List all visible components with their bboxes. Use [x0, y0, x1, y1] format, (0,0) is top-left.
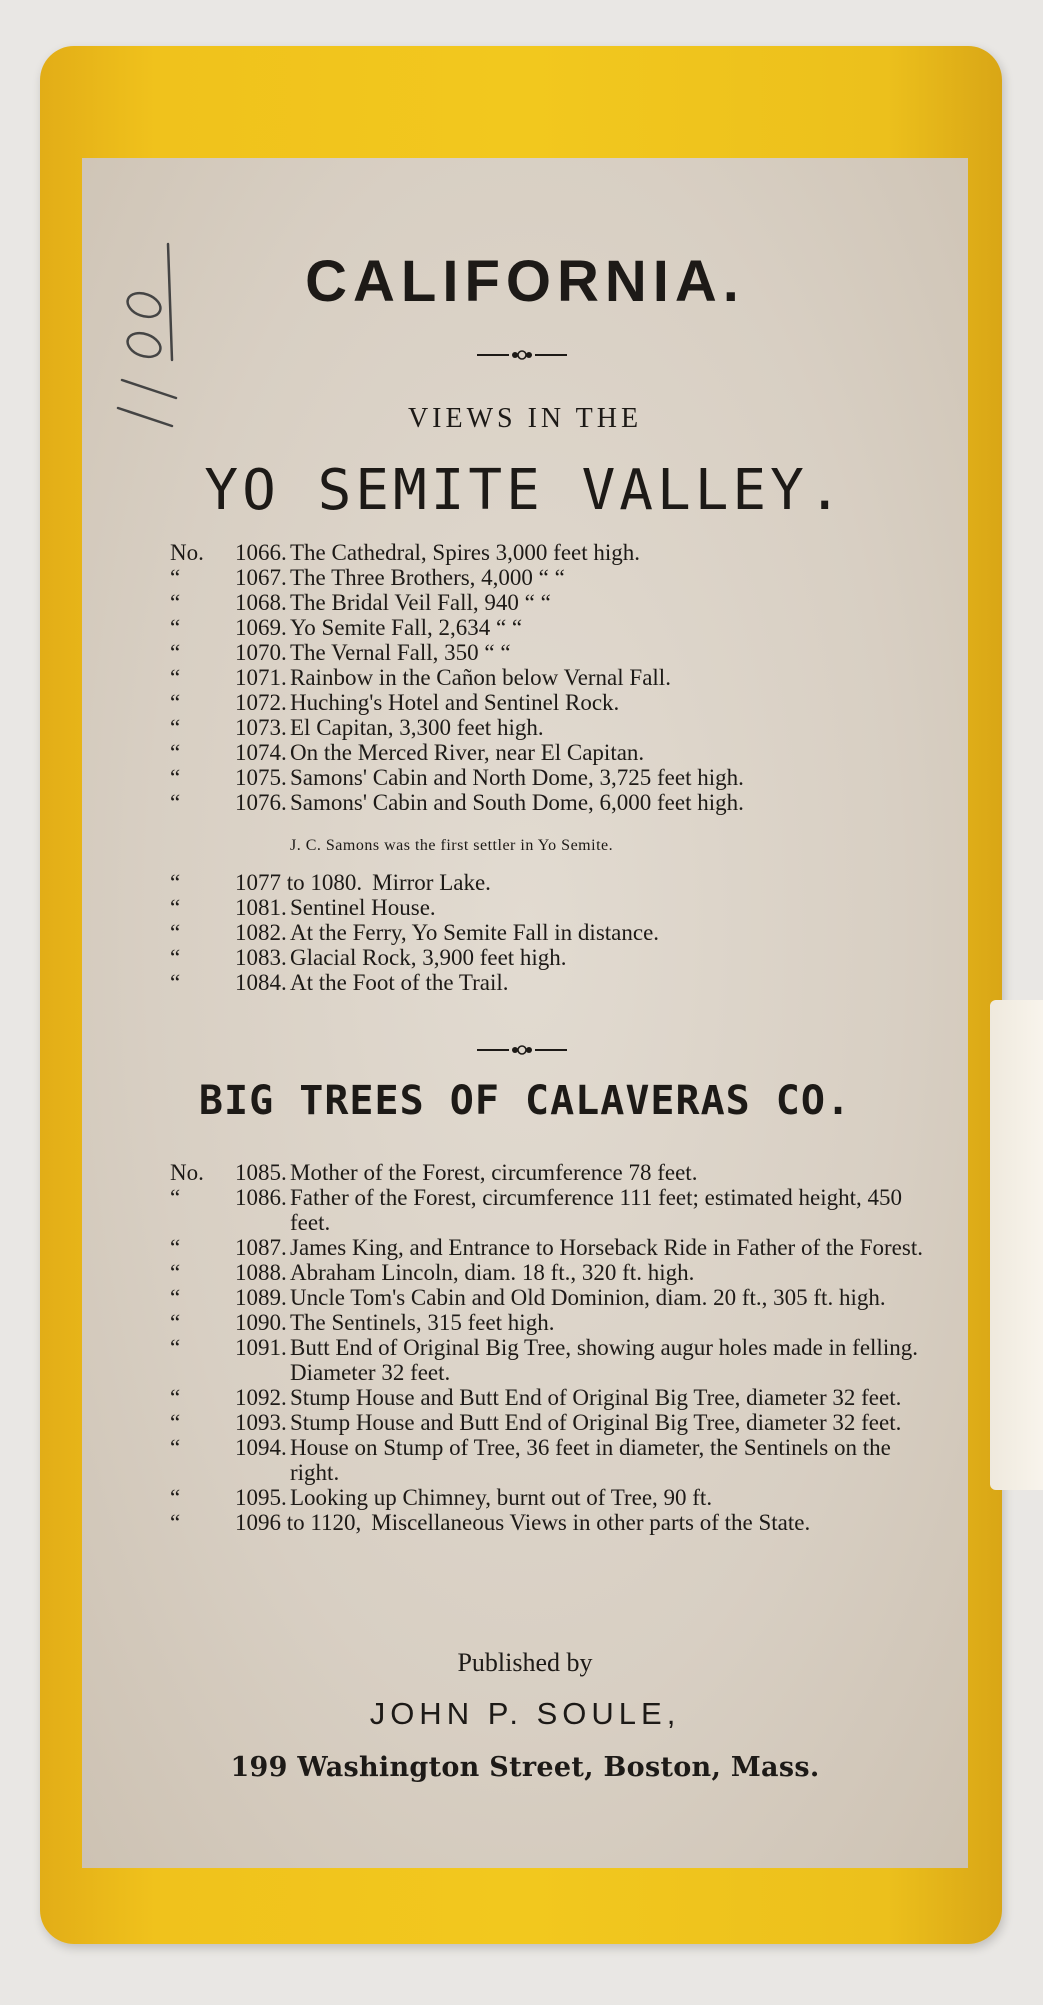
- entry-number: 1069.: [235, 615, 287, 640]
- entry-text: Abraham Lincoln, diam. 18 ft., 320 ft. high.: [290, 1260, 695, 1285]
- entry-text: Rainbow in the Cañon below Vernal Fall.: [290, 665, 671, 690]
- entry-prefix: “: [170, 1485, 181, 1510]
- list-item: [170, 540, 940, 565]
- entry-text: The Sentinels, 315 feet high.: [290, 1310, 555, 1335]
- entry-text: Huching's Hotel and Sentinel Rock.: [290, 690, 620, 715]
- entry-prefix: “: [170, 1310, 181, 1335]
- entry-number: 1082.: [235, 920, 287, 945]
- entry-number: 1076.: [235, 790, 287, 815]
- list-item: [170, 765, 940, 790]
- printed-label: [82, 158, 968, 1868]
- entry-prefix: No.: [170, 540, 204, 565]
- list-item: [170, 790, 940, 815]
- list-item: [170, 665, 940, 690]
- entry-number: 1093.: [235, 1410, 287, 1435]
- entry-text: House on Stump of Tree, 36 feet in diameter, the Sentinels on the right.: [290, 1435, 891, 1485]
- entry-prefix: “: [170, 665, 181, 690]
- entry-text: Mother of the Forest, circumference 78 feet.: [290, 1160, 698, 1185]
- entry-prefix: “: [170, 690, 181, 715]
- entry-text: The Bridal Veil Fall, 940 “ “: [290, 590, 551, 615]
- calaveras-views-list: [170, 1160, 940, 1535]
- published-by: Published by: [457, 1648, 593, 1677]
- entry-text: El Capitan, 3,300 feet high.: [290, 715, 544, 740]
- entry-prefix: No.: [170, 1160, 204, 1185]
- list-item: [170, 1185, 940, 1235]
- paper-scrap: [990, 1000, 1043, 1490]
- entry-text: The Vernal Fall, 350 “ “: [290, 640, 511, 665]
- entry-number: 1090.: [235, 1310, 287, 1335]
- entry-text: The Cathedral, Spires 3,000 feet high.: [290, 540, 641, 565]
- samons-note: J. C. Samons was the first settler in Yo Semite.: [290, 837, 614, 854]
- entry-prefix: “: [170, 1435, 181, 1460]
- entry-prefix: “: [170, 1510, 181, 1535]
- entry-number: 1070.: [235, 640, 287, 665]
- entry-text: Looking up Chimney, burnt out of Tree, 90 ft.: [290, 1485, 713, 1510]
- entry-number: 1094.: [235, 1435, 287, 1460]
- entry-text: Butt End of Original Big Tree, showing augur holes made in felling. Diameter 32 feet.: [290, 1335, 918, 1385]
- ornament-divider-icon: [477, 1043, 567, 1057]
- entry-number: 1071.: [235, 665, 287, 690]
- entry-prefix: “: [170, 1260, 181, 1285]
- entry-text: Miscellaneous Views in other parts of the State.: [371, 1510, 811, 1535]
- section-heading-calaveras: BIG TREES OF CALAVERAS CO.: [198, 1078, 852, 1124]
- entry-number: 1068.: [235, 590, 287, 615]
- list-item: [170, 715, 940, 740]
- entry-number: 1085.: [235, 1160, 287, 1185]
- entry-prefix: “: [170, 740, 181, 765]
- entry-number: 1077 to 1080.: [235, 870, 363, 895]
- entry-text: Stump House and Butt End of Original Big Tree, diameter 32 feet.: [290, 1410, 902, 1435]
- entry-text: Samons' Cabin and South Dome, 6,000 feet high.: [290, 790, 744, 815]
- entry-number: 1086.: [235, 1185, 287, 1210]
- list-item: [170, 920, 940, 945]
- list-item: [170, 1510, 940, 1535]
- entry-prefix: “: [170, 565, 181, 590]
- list-item: [170, 895, 940, 920]
- entry-number: 1067.: [235, 565, 287, 590]
- list-item: [170, 945, 940, 970]
- entry-number: 1084.: [235, 970, 287, 995]
- entry-prefix: “: [170, 790, 181, 815]
- publisher-address: 199 Washington Street, Boston, Mass.: [230, 1752, 820, 1783]
- entry-text: Stump House and Butt End of Original Big Tree, diameter 32 feet.: [290, 1385, 902, 1410]
- list-item: [170, 1285, 940, 1310]
- entry-prefix: “: [170, 945, 181, 970]
- entry-prefix: “: [170, 1410, 181, 1435]
- list-item: [170, 1160, 940, 1185]
- entry-number: 1075.: [235, 765, 287, 790]
- entry-prefix: “: [170, 970, 181, 995]
- entry-text: Father of the Forest, circumference 111 feet; estimated height, 450 feet.: [290, 1185, 903, 1235]
- entry-prefix: “: [170, 895, 181, 920]
- list-item: [170, 740, 940, 765]
- entry-prefix: “: [170, 715, 181, 740]
- entry-number: 1081.: [235, 895, 287, 920]
- list-item: [170, 590, 940, 615]
- list-item: [170, 1485, 940, 1510]
- entry-prefix: “: [170, 1235, 181, 1260]
- entry-prefix: “: [170, 1335, 181, 1360]
- entry-prefix: “: [170, 765, 181, 790]
- publisher-name: JOHN P. SOULE,: [369, 1696, 681, 1731]
- entry-text: Mirror Lake.: [372, 870, 491, 895]
- entry-number: 1074.: [235, 740, 287, 765]
- entry-text: James King, and Entrance to Horseback Ride in Father of the Forest.: [290, 1235, 923, 1260]
- list-item: [170, 1235, 940, 1260]
- list-item: [170, 640, 940, 665]
- entry-number: 1089.: [235, 1285, 287, 1310]
- entry-text: At the Foot of the Trail.: [290, 970, 509, 995]
- list-item: [170, 1410, 940, 1435]
- ornament-divider-icon: [477, 348, 567, 362]
- entry-number: 1072.: [235, 690, 287, 715]
- entry-prefix: “: [170, 1385, 181, 1410]
- entry-number: 1066.: [235, 540, 287, 565]
- entry-prefix: “: [170, 640, 181, 665]
- list-item: [170, 565, 940, 590]
- entry-text: Sentinel House.: [290, 895, 436, 920]
- page-title: CALIFORNIA.: [305, 249, 745, 314]
- entry-text: Samons' Cabin and North Dome, 3,725 feet high.: [290, 765, 744, 790]
- entry-number: 1073.: [235, 715, 287, 740]
- entry-number: 1088.: [235, 1260, 287, 1285]
- entry-number: 1083.: [235, 945, 287, 970]
- entry-number: 1095.: [235, 1485, 287, 1510]
- entry-prefix: “: [170, 1185, 181, 1210]
- list-item: [170, 970, 940, 995]
- entry-number: 1091.: [235, 1335, 287, 1360]
- entry-text: Glacial Rock, 3,900 feet high.: [290, 945, 567, 970]
- entry-number: 1087.: [235, 1235, 287, 1260]
- list-item: [170, 870, 940, 895]
- entry-prefix: “: [170, 590, 181, 615]
- entry-text: At the Ferry, Yo Semite Fall in distance.: [290, 920, 660, 945]
- list-item: [170, 1385, 940, 1410]
- entry-text: Uncle Tom's Cabin and Old Dominion, diam. 20 ft., 305 ft. high.: [290, 1285, 886, 1310]
- list-item: [170, 615, 940, 640]
- entry-text: On the Merced River, near El Capitan.: [290, 740, 645, 765]
- yosemite-views-list: [170, 540, 940, 995]
- entry-prefix: “: [170, 870, 181, 895]
- entry-number: 1096 to 1120,: [235, 1510, 362, 1535]
- entry-prefix: “: [170, 615, 181, 640]
- subtitle: VIEWS IN THE: [407, 403, 643, 434]
- list-item: [170, 1260, 940, 1285]
- list-item: [170, 690, 940, 715]
- section-heading-yosemite: YO SEMITE VALLEY.: [204, 458, 846, 523]
- entry-text: The Three Brothers, 4,000 “ “: [290, 565, 565, 590]
- list-item: [170, 1435, 940, 1485]
- entry-text: Yo Semite Fall, 2,634 “ “: [290, 615, 523, 640]
- entry-number: 1092.: [235, 1385, 287, 1410]
- list-item: [170, 1310, 940, 1335]
- entry-prefix: “: [170, 920, 181, 945]
- list-item: [170, 1335, 940, 1385]
- entry-prefix: “: [170, 1285, 181, 1310]
